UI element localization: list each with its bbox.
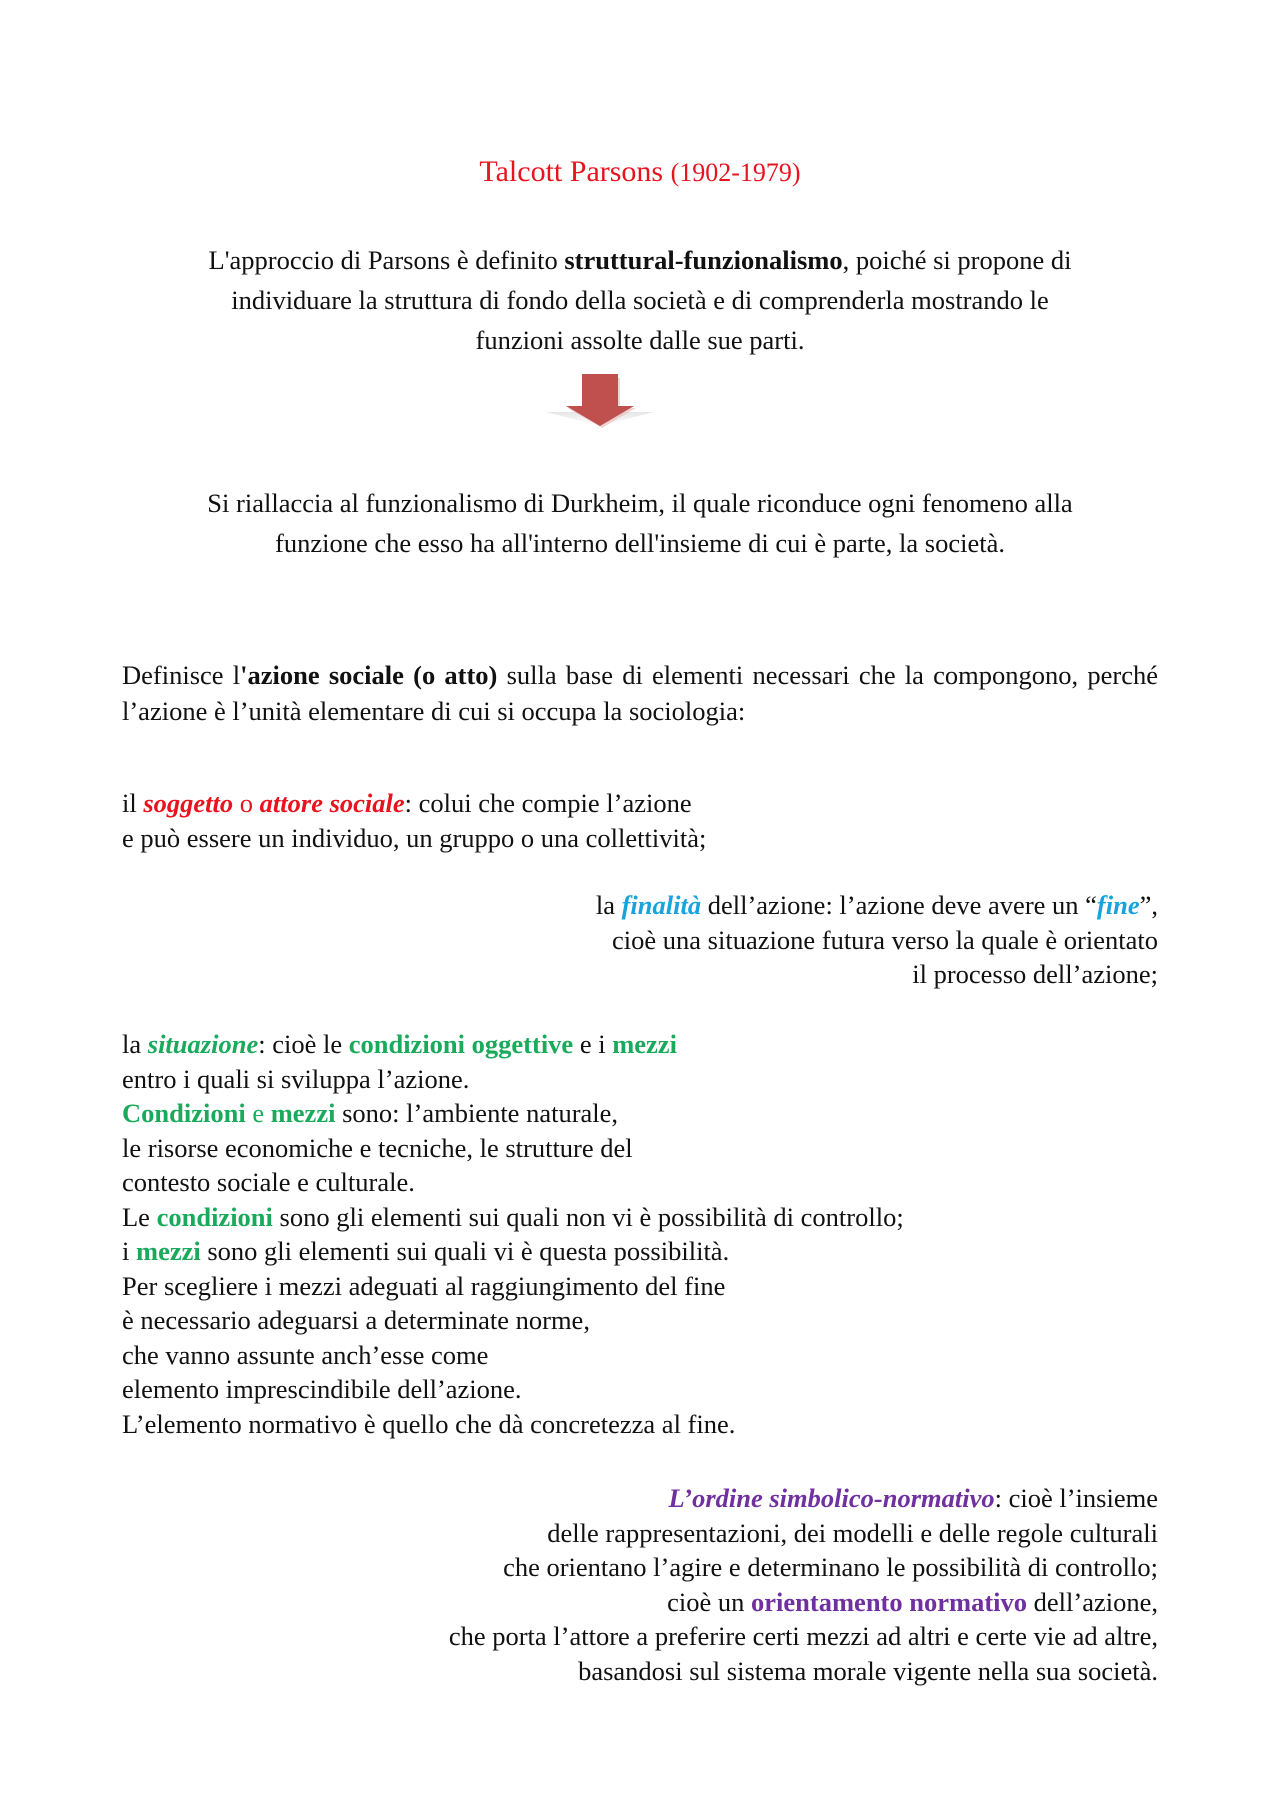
intro-line-2: individuare la struttura di fondo della società e di comprenderla mostrando le — [231, 285, 1049, 315]
ordine-line-5: che porta l’attore a preferire certi mezzi ad altri e certe vie ad altre, — [448, 1621, 1158, 1651]
situazione-l7-rest: sono gli elementi sui quali vi è questa possibilità. — [200, 1236, 730, 1266]
intro-line-3: funzioni assolte dalle sue parti. — [475, 325, 805, 355]
ordine-line-1 — [122, 1481, 1158, 1516]
condizioni-oggettive-term: condizioni oggettive — [348, 1029, 574, 1059]
situazione-la: la — [122, 1029, 148, 1059]
intro-pre: L'approccio di Parsons è definito — [208, 245, 565, 275]
durkheim-line-2: funzione che esso ha all'interno dell'insieme di cui è parte, la società. — [275, 528, 1005, 558]
finalita-line-1 — [122, 888, 1158, 923]
finalita-line-2: cioè una situazione futura verso la quale è orientato — [612, 924, 1158, 955]
finalita-term: finalità — [621, 890, 702, 920]
finalita-paragraph — [122, 888, 1158, 992]
situazione-line-11: elemento imprescindibile dell’azione. — [122, 1374, 522, 1404]
situazione-line-9: è necessario adeguarsi a determinate norme, — [122, 1305, 590, 1335]
situazione-line-4: le risorse economiche e tecniche, le strutture del — [122, 1132, 633, 1163]
ordine-l1-rest: : cioè l’insieme — [994, 1483, 1158, 1513]
situazione-l7-pre: i — [122, 1236, 136, 1266]
intro-paragraph — [140, 240, 1140, 360]
soggetto-term: soggetto — [143, 788, 234, 818]
title-years: (1902-1979) — [670, 158, 801, 187]
soggetto-il: il — [122, 788, 144, 818]
attore-sociale-term: attore sociale — [259, 788, 405, 818]
orientamento-normativo-term: orientamento normativo — [751, 1586, 1028, 1617]
situazione-line-5: contesto sociale e culturale. — [122, 1167, 415, 1197]
definition-pre: Definisce l — [122, 660, 241, 690]
mezzi-term-2: mezzi — [270, 1098, 336, 1128]
fine-term: fine — [1096, 890, 1140, 920]
title-name: Talcott Parsons — [479, 155, 664, 188]
soggetto-line-1 — [122, 786, 1162, 821]
situazione-line-8: Per scegliere i mezzi adeguati al raggiungimento del fine — [122, 1270, 726, 1301]
down-arrow-icon — [540, 370, 660, 432]
mezzi-term: mezzi — [612, 1029, 677, 1059]
ordine-line-6: basandosi sul sistema morale vigente nella sua società. — [578, 1655, 1158, 1686]
soggetto-o: o — [233, 788, 260, 818]
definition-paragraph — [122, 657, 1158, 729]
situazione-line-12: L’elemento normativo è quello che dà concretezza al fine. — [122, 1408, 736, 1439]
situazione-line-3 — [122, 1096, 1162, 1131]
page-title — [0, 155, 1280, 189]
situazione-paragraph — [122, 1027, 1162, 1441]
ordine-paragraph — [122, 1481, 1158, 1688]
situazione-l6-rest: sono gli elementi sui quali non vi è possibilità di controllo; — [272, 1201, 904, 1232]
soggetto-paragraph — [122, 786, 1162, 855]
finalita-mid: dell’azione: l’azione deve avere un “ — [701, 890, 1097, 920]
situazione-line-2: entro i quali si sviluppa l’azione. — [122, 1063, 470, 1094]
ordine-line-4 — [122, 1585, 1158, 1620]
condizioni-term-2: Condizioni — [122, 1098, 246, 1128]
situazione-l6-pre: Le — [122, 1201, 157, 1232]
intro-line-1 — [140, 240, 1140, 280]
ordine-l4-rest: dell’azione, — [1027, 1586, 1158, 1617]
ordine-line-2: delle rappresentazioni, dei modelli e delle regole culturali — [547, 1517, 1158, 1548]
mezzi-term-3: mezzi — [136, 1236, 201, 1266]
situazione-l3-e: e — [245, 1098, 271, 1128]
situazione-l1b: e i — [573, 1029, 613, 1059]
ordine-line-3: che orientano l’agire e determinano le possibilità di controllo; — [503, 1552, 1158, 1582]
ordine-l4-pre: cioè un — [667, 1586, 752, 1617]
intro-term: struttural-funzionalismo — [564, 245, 843, 275]
definition-term: 'azione sociale (o atto) — [240, 660, 498, 690]
situazione-l3-rest: sono: l’ambiente naturale, — [335, 1098, 619, 1128]
finalita-end: ”, — [1139, 890, 1158, 920]
durkheim-line-1: Si riallaccia al funzionalismo di Durkheim, il quale riconduce ogni fenomeno alla — [207, 488, 1073, 518]
intro-line1-post: , poiché si propone di — [842, 245, 1072, 275]
situazione-line-6 — [122, 1200, 1162, 1235]
durkheim-paragraph — [140, 483, 1140, 563]
soggetto-line-2: e può essere un individuo, un gruppo o una collettività; — [122, 822, 707, 853]
soggetto-rest: : colui che compie l’azione — [404, 788, 692, 818]
situazione-line-10: che vanno assunte anch’esse come — [122, 1339, 489, 1370]
situazione-line-1 — [122, 1027, 1162, 1062]
condizioni-term-3: condizioni — [156, 1201, 273, 1232]
finalita-line-3: il processo dell’azione; — [912, 959, 1158, 989]
definition-post: sulla base di elementi necessari che la compongono, perché l’azione è l’unità elementare di cui si occupa la sociologia: — [122, 660, 1158, 726]
finalita-la: la — [595, 890, 622, 920]
situazione-term: situazione — [147, 1029, 259, 1059]
situazione-l1a: : cioè le — [258, 1029, 349, 1059]
situazione-line-7 — [122, 1234, 1162, 1269]
ordine-term: L’ordine simbolico-normativo — [668, 1483, 995, 1513]
